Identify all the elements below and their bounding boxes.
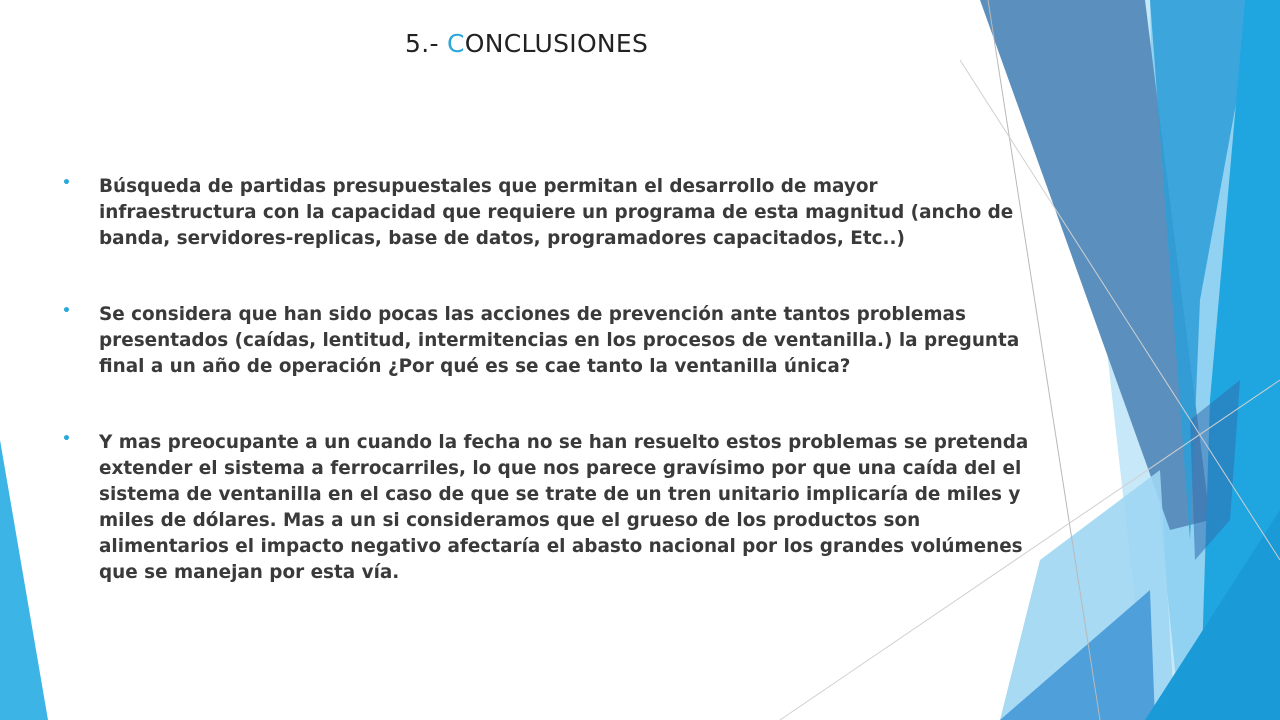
title-number: 5.-	[405, 29, 448, 58]
bullet-icon: •	[62, 175, 71, 191]
bullet-text: Se considera que han sido pocas las acciones de prevención ante tantos problemas presentados (caídas, lentitud, intermitencias en los procesos de ventanilla.) la pregunta final a un año de operación ¿Por qué es se cae tanto la ventanilla única?	[99, 304, 1020, 377]
title-rest: ONCLUSIONES	[464, 29, 649, 58]
bullet-text: Y mas preocupante a un cuando la fecha no se han resuelto estos problemas se pretenda extender el sistema a ferrocarriles, lo que nos parece gravísimo por que una caída del el sistema de ventanilla en el caso de que se trate de un tren unitario implicaría de miles y miles de dólares. Mas a un si consideramos que el grueso de los productos son alimentarios el impacto negativo afectaría el abasto nacional por los grandes volúmenes que se manejan por esta vía.	[99, 432, 1029, 583]
title-accent-letter: C	[447, 29, 465, 58]
slide-title	[405, 29, 648, 58]
list-item	[62, 174, 1102, 252]
bullet-text: Búsqueda de partidas presupuestales que permitan el desarrollo de mayor infraestructura con la capacidad que requiere un programa de esta magnitud (ancho de banda, servidores-replicas, base de datos, programadores capacitados, Etc..)	[99, 176, 1014, 249]
list-item	[62, 302, 1102, 380]
bullet-icon: •	[62, 303, 71, 319]
left-blue-triangle	[0, 440, 48, 720]
bullet-icon: •	[62, 431, 71, 447]
list-item	[62, 430, 1102, 586]
conclusions-list	[62, 174, 1102, 636]
